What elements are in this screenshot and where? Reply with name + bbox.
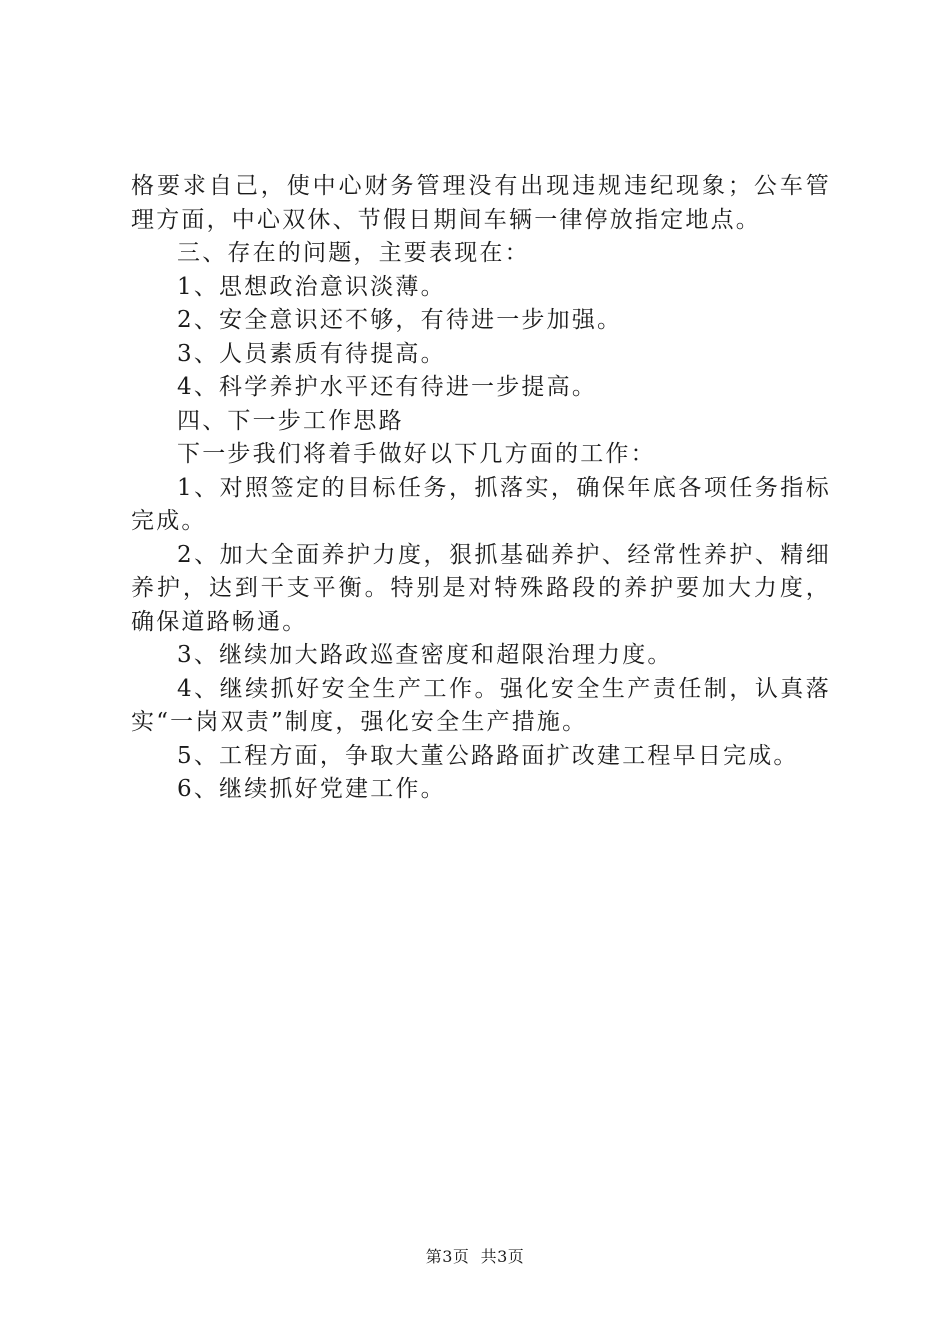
list-item-problem-2: 2、安全意识还不够，有待进一步加强。 [177,307,623,333]
list-item-plan-6: 6、继续抓好党建工作。 [177,776,446,802]
section-heading-next-steps: 四、下一步工作思路 [177,407,404,434]
page-number-label: 第3页 共3页 [425,1247,525,1266]
list-item-problem-4: 4、科学养护水平还有待进一步提高。 [177,374,598,400]
paragraph-next-steps-intro: 下一步我们将着手做好以下几方面的工作： [177,441,656,467]
document-body [131,170,831,807]
paragraph-continuation: 格要求自己，使中心财务管理没有出现违规违纪现象；公车管理方面，中心双休、节假日期间车辆一律停放指定地点。 [131,173,831,233]
list-item-plan-1: 1、对照签定的目标任务，抓落实，确保年底各项任务指标完成。 [131,474,831,534]
list-item-problem-1: 1、思想政治意识淡薄。 [177,273,446,300]
list-item-plan-2: 2、加大全面养护力度，狠抓基础养护、经常性养护、精细养护，达到干支平衡。特别是对特殊路段的养护要加大力度，确保道路畅通。 [131,541,831,635]
list-item-plan-3: 3、继续加大路政巡查密度和超限治理力度。 [177,642,673,668]
section-heading-problems: 三、存在的问题，主要表现在： [177,240,530,266]
list-item-plan-5: 5、工程方面，争取大董公路路面扩改建工程早日完成。 [177,742,799,769]
list-item-plan-4: 4、继续抓好安全生产工作。强化安全生产责任制，认真落实“一岗双责”制度，强化安全生产措施。 [131,675,831,735]
page-footer [0,1244,950,1267]
list-item-problem-3: 3、人员素质有待提高。 [177,340,446,367]
